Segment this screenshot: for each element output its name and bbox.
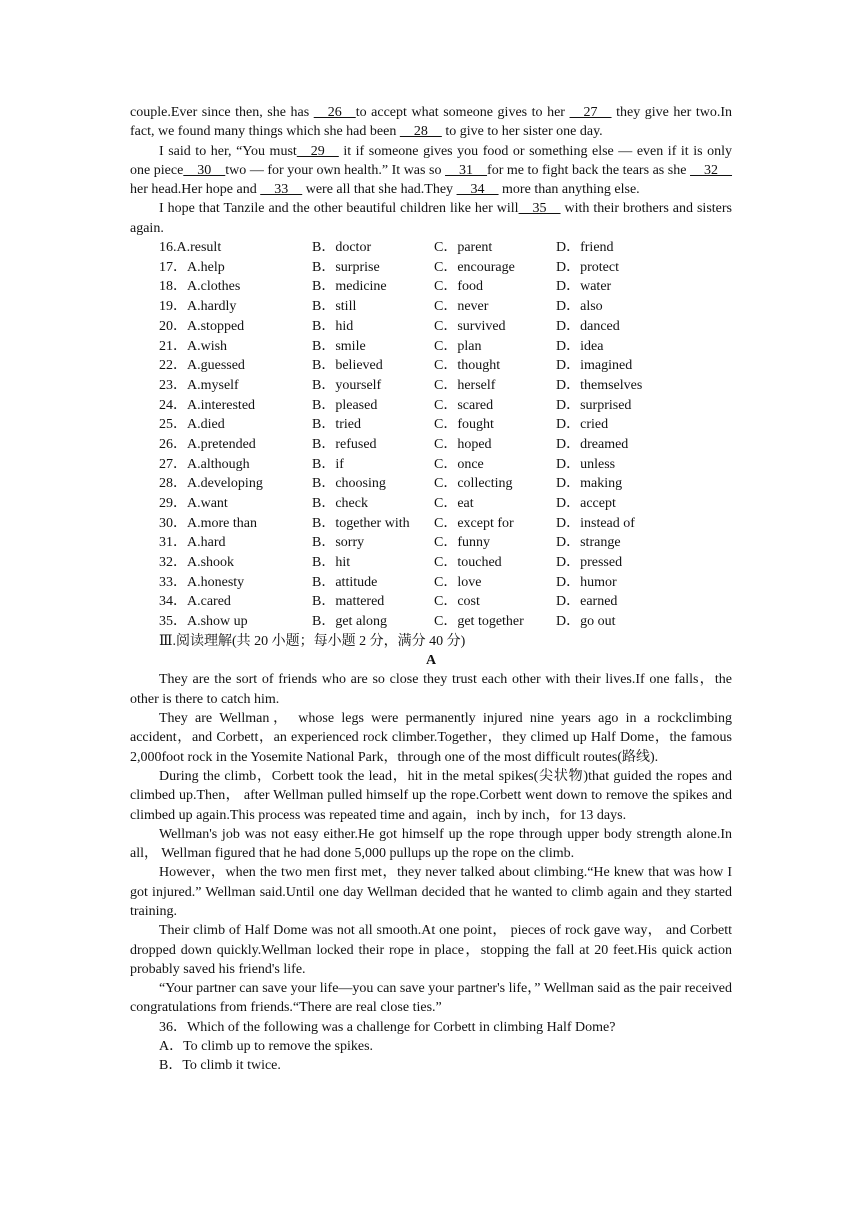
option-b: B．surprise [312, 259, 380, 275]
option-a: 22．A.guessed [159, 358, 245, 374]
option-d: D．accept [556, 496, 616, 512]
option-b: B．mattered [312, 594, 385, 610]
blank-number: 32 [690, 162, 733, 178]
option-b: B．yourself [312, 377, 382, 393]
option-row [130, 415, 732, 435]
option-a: 34．A.cared [159, 594, 231, 610]
option-c: C．cost [434, 594, 480, 610]
option-c: C．thought [434, 358, 501, 374]
option-c: C．collecting [434, 476, 513, 492]
option-row [130, 337, 732, 357]
option-a: 30．A.more than [159, 515, 257, 531]
option-a: 18．A.clothes [159, 279, 241, 295]
option-d: D．humor [556, 574, 617, 590]
option-a: 20．A.stopped [159, 318, 245, 334]
option-b: B．together with [312, 515, 410, 531]
option-c: C．encourage [434, 259, 515, 275]
option-c: C．fought [434, 417, 494, 433]
option-d: D．imagined [556, 358, 633, 374]
option-b: B．if [312, 456, 344, 472]
option-c: C．touched [434, 555, 502, 571]
section-heading: Ⅲ.阅读理解(共 20 小题；每小题 2 分，满分 40 分) [159, 633, 466, 649]
option-b: B．believed [312, 358, 383, 374]
reading-paragraph: Their climb of Half Dome was not all smooth.At one point， pieces of rock gave way， and Corbett dropped down quickly.Wellman locked their rope in place，stopping the fall at 20 feet.His quick action probably saved his friend's life. [130, 923, 732, 977]
option-d: D．themselves [556, 377, 643, 393]
option-b: B．check [312, 496, 368, 512]
option-a: 17．A.help [159, 259, 225, 275]
option-row [130, 258, 732, 278]
option-a: 29．A.want [159, 496, 228, 512]
option-row [130, 612, 732, 632]
option-d: D．go out [556, 614, 616, 630]
option-a: 19．A.hardly [159, 299, 237, 315]
blank-number: 35 [518, 201, 561, 217]
blank-number: 26 [313, 105, 356, 120]
blank-number: 27 [569, 105, 612, 120]
question-choice-b: B．To climb it twice. [159, 1058, 281, 1074]
option-c: C．love [434, 574, 482, 590]
option-a: 27．A.although [159, 456, 250, 472]
option-row [130, 494, 732, 514]
option-c: C．hoped [434, 436, 492, 452]
option-c: C．parent [434, 240, 493, 256]
option-a: 21．A.wish [159, 338, 228, 354]
option-d: D．protect [556, 259, 619, 275]
option-a: 35．A.show up [159, 614, 248, 630]
option-c: C．survived [434, 318, 506, 334]
option-row [130, 514, 732, 534]
option-b: B．still [312, 299, 357, 315]
option-b: B．sorry [312, 535, 365, 551]
option-b: B．hid [312, 318, 354, 334]
option-a: 32．A.shook [159, 555, 235, 571]
exam-page [130, 103, 732, 1076]
option-row [130, 435, 732, 455]
reading-paragraph: Wellman's job was not easy either.He got himself up the rope through upper body strength alone.In all， Wellman figured that he had done 5,000 pullups up the rope on the climb. [130, 826, 732, 862]
option-b: B．doctor [312, 240, 372, 256]
option-a: 23．A.myself [159, 377, 239, 393]
cloze-paragraph: couple.Ever since then, she has 26 to accept what someone gives to her 27 they give her two.In fact, we found many things which she had been 28 to give to her sister one day. [130, 105, 732, 140]
option-c: C．except for [434, 515, 514, 531]
option-a: 33．A.honesty [159, 574, 245, 590]
part-label: A [425, 653, 437, 669]
option-b: B．refused [312, 436, 377, 452]
cloze-paragraph: I hope that Tanzile and the other beautiful children like her will 35 with their brothers and sisters again. [130, 201, 732, 236]
option-row [130, 238, 732, 258]
option-b: B．smile [312, 338, 366, 354]
option-b: B．attitude [312, 574, 378, 590]
option-b: B．medicine [312, 279, 387, 295]
option-a: 16.A.result [159, 240, 222, 256]
option-b: B．tried [312, 417, 361, 433]
cloze-paragraph: I said to her, “You must 29 it if someone gives you food or something else — even if it is only one piece 30 two — for your own health.” It was so 31 for me to fight back the tears as she 32 her head.Her hope and 33 were all that she had.They 34 more than anything else. [130, 143, 733, 198]
option-d: D．unless [556, 456, 616, 472]
blank-number: 30 [183, 162, 226, 178]
option-d: D．making [556, 476, 623, 492]
blank-number: 33 [260, 182, 303, 198]
option-row [130, 376, 732, 396]
option-row [130, 455, 732, 475]
option-a: 31．A.hard [159, 535, 226, 551]
reading-passage [130, 670, 732, 1017]
option-row [130, 592, 732, 612]
option-d: D．idea [556, 338, 604, 354]
option-b: B．hit [312, 555, 351, 571]
option-d: D．earned [556, 594, 618, 610]
option-a: 26．A.pretended [159, 436, 256, 452]
option-c: C．eat [434, 496, 474, 512]
option-c: C．scared [434, 397, 494, 413]
reading-paragraph: They are the sort of friends who are so close they trust each other with their lives.If one falls，the other is there to catch him. [130, 672, 732, 707]
blank-number: 28 [399, 124, 442, 140]
question-stem: 36．Which of the following was a challenge for Corbett in climbing Half Dome? [159, 1019, 616, 1035]
cloze-options [130, 238, 732, 632]
cloze-passage [130, 103, 732, 238]
option-a: 28．A.developing [159, 476, 263, 492]
option-c: C．once [434, 456, 484, 472]
option-d: D．friend [556, 240, 614, 256]
option-a: 25．A.died [159, 417, 225, 433]
option-row [130, 356, 732, 376]
option-row [130, 297, 732, 317]
option-d: D．instead of [556, 515, 635, 531]
blank-number: 34 [456, 182, 499, 198]
option-c: C．plan [434, 338, 482, 354]
option-d: D．dreamed [556, 436, 629, 452]
option-row [130, 474, 732, 494]
reading-paragraph: “Your partner can save your life—you can save your partner's life，” Wellman said as the pair received congratulations from friends.“There are real close ties.” [130, 981, 732, 1016]
option-c: C．herself [434, 377, 496, 393]
question-choice-a: A．To climb up to remove the spikes. [159, 1039, 374, 1055]
option-d: D．surprised [556, 397, 632, 413]
option-d: D．danced [556, 318, 620, 334]
reading-paragraph: They are Wellman， whose legs were permanently injured nine years ago in a rockclimbing accident，and Corbett，an experienced rock climber.Together，they climed up Half Dome，the famous 2,000foot rock in the Yosemite National Park，through one of the most difficult routes(路线). [130, 711, 732, 765]
option-c: C．food [434, 279, 483, 295]
option-row [130, 396, 732, 416]
option-row [130, 533, 732, 553]
option-row [130, 277, 732, 297]
option-row [130, 317, 732, 337]
reading-paragraph: During the climb，Corbett took the lead，hit in the metal spikes(尖状物)that guided the ropes and climbed up.Then， after Wellman pulled himself up the rope.Corbett went down to remove the spikes and climbed up again.This process was repeated time and again，inch by inch，for 13 days. [130, 768, 732, 823]
option-d: D．water [556, 279, 612, 295]
option-c: C．funny [434, 535, 490, 551]
option-c: C．get together [434, 614, 524, 630]
blank-number: 29 [296, 143, 339, 159]
option-b: B．pleased [312, 397, 378, 413]
option-c: C．never [434, 299, 489, 315]
option-a: 24．A.interested [159, 397, 256, 413]
option-d: D．also [556, 299, 603, 315]
option-d: D．cried [556, 417, 609, 433]
option-b: B．get along [312, 614, 388, 630]
option-row [130, 553, 732, 573]
blank-number: 31 [445, 162, 488, 178]
option-d: D．strange [556, 535, 621, 551]
option-d: D．pressed [556, 555, 623, 571]
option-row [130, 573, 732, 593]
option-b: B．choosing [312, 476, 386, 492]
reading-paragraph: However，when the two men first met，they never talked about climbing.“He knew that was how I got injured.” Wellman said.Until one day Wellman decided that he wanted to climb again and they started training. [130, 865, 732, 919]
question-36 [130, 1018, 732, 1076]
